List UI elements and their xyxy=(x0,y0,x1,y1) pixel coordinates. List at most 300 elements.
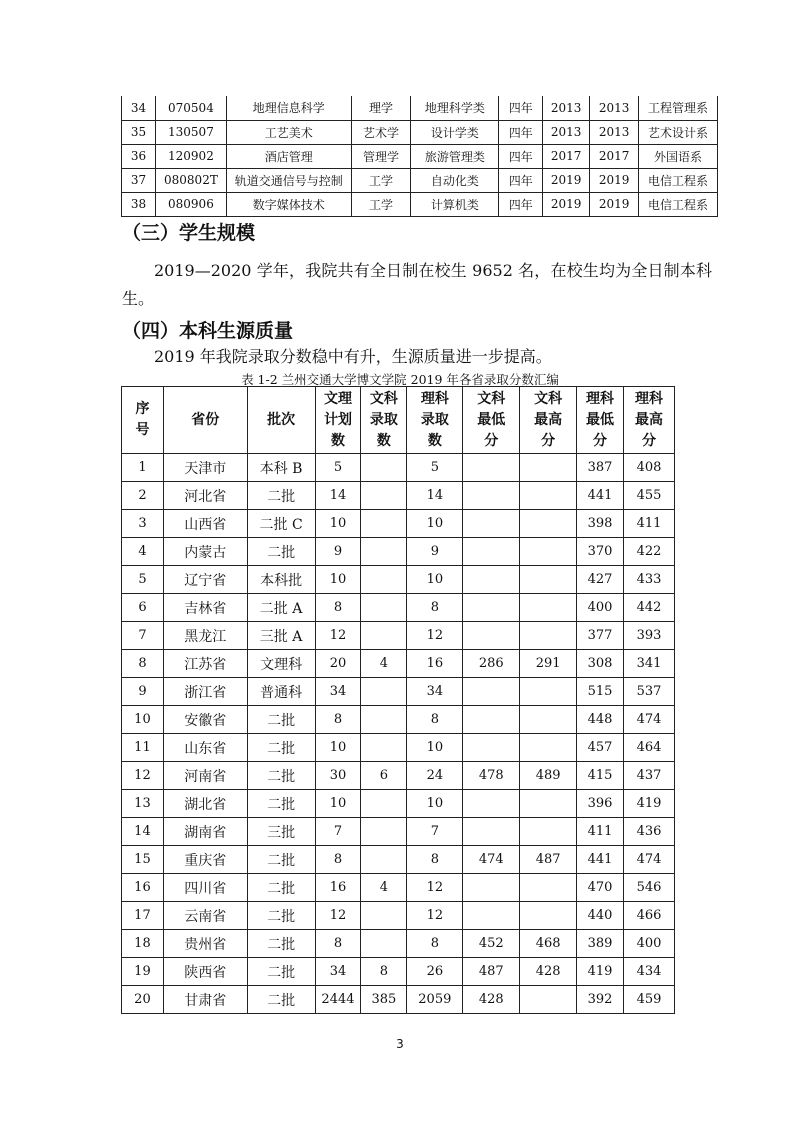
table-cell: 7 xyxy=(407,818,463,846)
table-cell: 10 xyxy=(315,790,361,818)
table-caption: 表 1-2 兰州交通大学博文学院 2019 年各省录取分数汇编 xyxy=(241,372,559,387)
table-cell: 457 xyxy=(577,734,624,762)
column-header xyxy=(520,387,577,454)
table-cell xyxy=(463,594,520,622)
table-cell: 5 xyxy=(315,454,361,482)
table-cell: 433 xyxy=(624,566,675,594)
table-cell xyxy=(463,454,520,482)
table-cell: 14 xyxy=(122,818,164,846)
table-cell: 旅游管理类 xyxy=(411,144,499,168)
table-cell: 400 xyxy=(577,594,624,622)
table-cell: 2019 xyxy=(590,192,639,216)
table-cell: 工艺美术 xyxy=(226,120,351,144)
table-cell xyxy=(361,706,407,734)
column-header-line: 省份 xyxy=(191,411,220,428)
table-cell: 辽宁省 xyxy=(163,566,247,594)
column-header-line: 文理 xyxy=(323,390,352,407)
column-header-line: 分 xyxy=(484,432,499,449)
table-cell xyxy=(361,566,407,594)
table-cell: 贵州省 xyxy=(163,930,247,958)
table-row xyxy=(122,482,675,510)
table-cell: 二批 xyxy=(247,846,315,874)
table-cell: 070504 xyxy=(155,96,226,120)
table-cell: 130507 xyxy=(155,120,226,144)
table-cell: 2019 xyxy=(590,168,639,192)
table-cell: 安徽省 xyxy=(163,706,247,734)
table-row xyxy=(122,510,675,538)
table-cell xyxy=(463,482,520,510)
table-cell: 308 xyxy=(577,650,624,678)
table-cell: 四年 xyxy=(499,120,543,144)
table-cell: 34 xyxy=(407,678,463,706)
table-cell: 二批 xyxy=(247,902,315,930)
table-cell: 12 xyxy=(315,902,361,930)
table-cell: 459 xyxy=(624,986,675,1014)
table-cell: 515 xyxy=(577,678,624,706)
table-row xyxy=(122,454,675,482)
table-cell: 30 xyxy=(315,762,361,790)
table-cell: 448 xyxy=(577,706,624,734)
table-cell: 8 xyxy=(315,594,361,622)
majors-table-body xyxy=(122,96,718,216)
table-cell: 452 xyxy=(463,930,520,958)
table-cell xyxy=(520,902,577,930)
table-cell: 440 xyxy=(577,902,624,930)
table-cell xyxy=(463,538,520,566)
table-cell: 408 xyxy=(624,454,675,482)
table-cell: 天津市 xyxy=(163,454,247,482)
table-cell xyxy=(361,678,407,706)
table-cell: 四年 xyxy=(499,144,543,168)
table-cell: 二批 xyxy=(247,790,315,818)
table-cell: 2013 xyxy=(543,96,590,120)
table-cell: 474 xyxy=(624,706,675,734)
column-header-line: 数 xyxy=(376,432,391,449)
table-cell: 474 xyxy=(463,846,520,874)
table-cell: 34 xyxy=(315,678,361,706)
table-cell: 17 xyxy=(122,902,164,930)
table-cell: 415 xyxy=(577,762,624,790)
table-cell: 二批 C xyxy=(247,510,315,538)
table-cell: 地理信息科学 xyxy=(226,96,351,120)
table-cell: 地理科学类 xyxy=(411,96,499,120)
table-cell: 8 xyxy=(315,930,361,958)
table-cell: 甘肃省 xyxy=(163,986,247,1014)
table-cell xyxy=(520,678,577,706)
table-cell: 陕西省 xyxy=(163,958,247,986)
table-cell: 普通科 xyxy=(247,678,315,706)
table-cell: 36 xyxy=(122,144,156,168)
table-cell: 387 xyxy=(577,454,624,482)
table-cell: 轨道交通信号与控制 xyxy=(226,168,351,192)
column-header-line: 号 xyxy=(135,422,150,438)
table-cell: 三批 A xyxy=(247,622,315,650)
table-cell xyxy=(361,930,407,958)
table-cell xyxy=(361,510,407,538)
table-cell: 9 xyxy=(407,538,463,566)
table-cell: 管理学 xyxy=(351,144,411,168)
table-cell: 设计学类 xyxy=(411,120,499,144)
table-cell: 427 xyxy=(577,566,624,594)
table-cell: 10 xyxy=(407,790,463,818)
table-cell: 二批 xyxy=(247,706,315,734)
table-cell: 8 xyxy=(407,930,463,958)
table-cell xyxy=(520,566,577,594)
table-cell: 34 xyxy=(122,96,156,120)
table-cell: 4 xyxy=(361,874,407,902)
table-cell xyxy=(361,454,407,482)
table-cell: 466 xyxy=(624,902,675,930)
table-cell: 428 xyxy=(520,958,577,986)
table-cell: 内蒙古 xyxy=(163,538,247,566)
table-cell: 山西省 xyxy=(163,510,247,538)
table-cell: 441 xyxy=(577,846,624,874)
table-cell: 艺术学 xyxy=(351,120,411,144)
table-row xyxy=(122,538,675,566)
table-cell xyxy=(361,790,407,818)
table-cell: 二批 xyxy=(247,538,315,566)
table-cell: 546 xyxy=(624,874,675,902)
table-cell: 12 xyxy=(315,622,361,650)
table-cell xyxy=(520,986,577,1014)
table-cell xyxy=(463,622,520,650)
table-cell: 酒店管理 xyxy=(226,144,351,168)
table-cell: 080906 xyxy=(155,192,226,216)
table-cell: 14 xyxy=(407,482,463,510)
table-cell: 411 xyxy=(577,818,624,846)
table-cell: 10 xyxy=(315,734,361,762)
table-row xyxy=(122,762,675,790)
section-heading-student-scale: （三）学生规模 xyxy=(122,222,256,244)
table-cell xyxy=(463,790,520,818)
table-cell xyxy=(361,622,407,650)
table-cell: 16 xyxy=(315,874,361,902)
table-cell: 20 xyxy=(315,650,361,678)
table-cell: 341 xyxy=(624,650,675,678)
table-cell: 398 xyxy=(577,510,624,538)
column-header-line: 最高 xyxy=(635,411,663,428)
table-row xyxy=(122,650,675,678)
table-cell: 文理科 xyxy=(247,650,315,678)
table-cell: 478 xyxy=(463,762,520,790)
table-cell xyxy=(463,902,520,930)
student-scale-paragraph: 2019—2020 学年，我院共有全日制在校生 9652 名，在校生均为全日制本科生。 xyxy=(122,261,712,308)
table-cell: 二批 xyxy=(247,762,315,790)
table-cell: 12 xyxy=(407,622,463,650)
majors-table xyxy=(121,96,718,217)
column-header-line: 理科 xyxy=(586,390,615,407)
table-cell: 江苏省 xyxy=(163,650,247,678)
table-cell: 6 xyxy=(122,594,164,622)
section-heading-source-quality: （四）本科生源质量 xyxy=(122,320,294,342)
table-cell: 12 xyxy=(407,874,463,902)
table-cell: 二批 xyxy=(247,874,315,902)
table-cell: 5 xyxy=(407,454,463,482)
column-header-line: 序 xyxy=(135,401,150,417)
table-cell: 474 xyxy=(624,846,675,874)
table-cell: 工学 xyxy=(351,168,411,192)
table-cell: 二批 xyxy=(247,958,315,986)
table-cell: 392 xyxy=(577,986,624,1014)
table-cell: 本科批 xyxy=(247,566,315,594)
table-cell: 10 xyxy=(315,510,361,538)
table-cell: 10 xyxy=(315,566,361,594)
column-header-line: 分 xyxy=(593,432,608,449)
table-cell: 河南省 xyxy=(163,762,247,790)
table-cell: 377 xyxy=(577,622,624,650)
table-row xyxy=(122,678,675,706)
table-row xyxy=(122,818,675,846)
column-header xyxy=(315,387,361,454)
table-cell: 400 xyxy=(624,930,675,958)
column-header-line: 录取 xyxy=(420,411,449,428)
table-cell: 9 xyxy=(315,538,361,566)
table-cell: 艺术设计系 xyxy=(639,120,718,144)
table-cell xyxy=(520,790,577,818)
table-cell: 10 xyxy=(407,566,463,594)
table-cell xyxy=(361,594,407,622)
column-header-line: 文科 xyxy=(477,390,506,407)
column-header-line: 录取 xyxy=(369,411,398,428)
table-cell: 四年 xyxy=(499,168,543,192)
column-header xyxy=(163,387,247,454)
table-cell: 13 xyxy=(122,790,164,818)
table-row xyxy=(122,622,675,650)
table-cell: 外国语系 xyxy=(639,144,718,168)
table-cell: 二批 xyxy=(247,482,315,510)
table-cell: 6 xyxy=(361,762,407,790)
table-cell: 10 xyxy=(122,706,164,734)
table-cell: 2017 xyxy=(543,144,590,168)
table-cell: 34 xyxy=(315,958,361,986)
table-cell: 云南省 xyxy=(163,902,247,930)
table-cell xyxy=(463,734,520,762)
column-header xyxy=(122,387,164,454)
table-cell: 16 xyxy=(122,874,164,902)
column-header-line: 数 xyxy=(330,432,345,449)
table-cell: 计算机类 xyxy=(411,192,499,216)
column-header xyxy=(463,387,520,454)
column-header-line: 计划 xyxy=(323,411,352,428)
table-cell: 吉林省 xyxy=(163,594,247,622)
column-header xyxy=(407,387,463,454)
table-cell: 8 xyxy=(122,650,164,678)
table-cell: 4 xyxy=(361,650,407,678)
table-row xyxy=(122,96,718,120)
table-cell: 四川省 xyxy=(163,874,247,902)
table-cell: 470 xyxy=(577,874,624,902)
table-cell: 19 xyxy=(122,958,164,986)
table-cell xyxy=(520,818,577,846)
table-row xyxy=(122,566,675,594)
column-header xyxy=(624,387,675,454)
table-cell xyxy=(361,734,407,762)
table-cell: 396 xyxy=(577,790,624,818)
table-cell: 二批 xyxy=(247,734,315,762)
table-cell: 2017 xyxy=(590,144,639,168)
column-header-line: 最低 xyxy=(586,411,615,428)
table-row xyxy=(122,958,675,986)
table-cell: 7 xyxy=(315,818,361,846)
table-cell: 11 xyxy=(122,734,164,762)
table-row xyxy=(122,986,675,1014)
table-cell: 电信工程系 xyxy=(639,168,718,192)
table-cell: 291 xyxy=(520,650,577,678)
table-cell: 二批 xyxy=(247,986,315,1014)
table-cell: 080802T xyxy=(155,168,226,192)
column-header xyxy=(361,387,407,454)
table-cell: 411 xyxy=(624,510,675,538)
table-row xyxy=(122,594,675,622)
table-cell: 437 xyxy=(624,762,675,790)
table-cell xyxy=(361,482,407,510)
column-header-line: 最低 xyxy=(477,411,506,428)
table-cell xyxy=(463,706,520,734)
table-row xyxy=(122,790,675,818)
table-cell xyxy=(463,818,520,846)
scores-table-body xyxy=(122,454,675,1014)
table-cell: 理学 xyxy=(351,96,411,120)
table-cell: 2 xyxy=(122,482,164,510)
table-cell: 35 xyxy=(122,120,156,144)
table-cell: 436 xyxy=(624,818,675,846)
table-cell: 18 xyxy=(122,930,164,958)
page-number: 3 xyxy=(396,1037,404,1051)
table-cell xyxy=(361,902,407,930)
table-row xyxy=(122,120,718,144)
table-cell: 重庆省 xyxy=(163,846,247,874)
table-cell: 37 xyxy=(122,168,156,192)
table-cell: 2013 xyxy=(590,120,639,144)
table-cell: 120902 xyxy=(155,144,226,168)
table-cell: 385 xyxy=(361,986,407,1014)
table-cell: 2059 xyxy=(407,986,463,1014)
column-header-line: 文科 xyxy=(369,390,398,407)
table-cell: 419 xyxy=(624,790,675,818)
table-cell: 本科 B xyxy=(247,454,315,482)
table-cell xyxy=(520,706,577,734)
table-cell: 468 xyxy=(520,930,577,958)
table-cell: 10 xyxy=(407,734,463,762)
source-quality-paragraph: 2019 年我院录取分数稳中有升，生源质量进一步提高。 xyxy=(154,347,552,366)
table-cell xyxy=(520,538,577,566)
table-cell: 河北省 xyxy=(163,482,247,510)
table-cell: 26 xyxy=(407,958,463,986)
table-cell: 四年 xyxy=(499,192,543,216)
table-row xyxy=(122,846,675,874)
table-row xyxy=(122,874,675,902)
table-cell: 8 xyxy=(407,706,463,734)
table-cell: 487 xyxy=(463,958,520,986)
table-cell xyxy=(463,566,520,594)
table-cell: 442 xyxy=(624,594,675,622)
admission-scores-table xyxy=(121,386,675,1014)
table-cell: 浙江省 xyxy=(163,678,247,706)
table-cell: 489 xyxy=(520,762,577,790)
column-header-line: 文科 xyxy=(534,390,563,407)
column-header-line: 批次 xyxy=(267,411,296,428)
table-cell: 24 xyxy=(407,762,463,790)
table-cell: 14 xyxy=(315,482,361,510)
table-cell: 黑龙江 xyxy=(163,622,247,650)
table-cell: 2019 xyxy=(543,168,590,192)
table-cell: 湖北省 xyxy=(163,790,247,818)
table-cell: 8 xyxy=(361,958,407,986)
table-row xyxy=(122,706,675,734)
column-header-line: 数 xyxy=(427,432,442,449)
table-cell: 7 xyxy=(122,622,164,650)
table-cell: 419 xyxy=(577,958,624,986)
table-cell xyxy=(520,454,577,482)
table-cell: 441 xyxy=(577,482,624,510)
table-cell: 10 xyxy=(407,510,463,538)
column-header xyxy=(247,387,315,454)
table-cell: 5 xyxy=(122,566,164,594)
table-cell xyxy=(520,510,577,538)
table-cell: 工学 xyxy=(351,192,411,216)
table-row xyxy=(122,192,718,216)
table-cell xyxy=(463,510,520,538)
table-cell xyxy=(520,482,577,510)
table-cell: 8 xyxy=(407,846,463,874)
table-cell: 428 xyxy=(463,986,520,1014)
table-cell: 4 xyxy=(122,538,164,566)
table-cell: 370 xyxy=(577,538,624,566)
table-cell: 自动化类 xyxy=(411,168,499,192)
table-cell xyxy=(520,734,577,762)
table-cell: 1 xyxy=(122,454,164,482)
table-cell: 2444 xyxy=(315,986,361,1014)
table-cell: 537 xyxy=(624,678,675,706)
column-header-line: 分 xyxy=(541,432,556,449)
table-cell: 389 xyxy=(577,930,624,958)
table-cell: 8 xyxy=(407,594,463,622)
table-cell: 9 xyxy=(122,678,164,706)
table-cell: 8 xyxy=(315,706,361,734)
table-cell: 电信工程系 xyxy=(639,192,718,216)
table-cell: 15 xyxy=(122,846,164,874)
table-cell: 464 xyxy=(624,734,675,762)
table-cell: 山东省 xyxy=(163,734,247,762)
table-cell: 二批 A xyxy=(247,594,315,622)
table-row xyxy=(122,144,718,168)
table-cell: 393 xyxy=(624,622,675,650)
table-row xyxy=(122,930,675,958)
table-cell: 二批 xyxy=(247,930,315,958)
table-cell: 数字媒体技术 xyxy=(226,192,351,216)
table-row xyxy=(122,902,675,930)
table-cell xyxy=(361,538,407,566)
table-cell: 三批 xyxy=(247,818,315,846)
column-header-line: 分 xyxy=(642,432,656,449)
table-cell xyxy=(361,818,407,846)
column-header-line: 最高 xyxy=(534,411,563,428)
table-cell: 湖南省 xyxy=(163,818,247,846)
column-header-line: 理科 xyxy=(420,390,449,407)
table-cell xyxy=(361,846,407,874)
table-cell xyxy=(520,874,577,902)
table-cell xyxy=(520,594,577,622)
table-cell: 487 xyxy=(520,846,577,874)
table-cell: 2013 xyxy=(590,96,639,120)
table-row xyxy=(122,168,718,192)
table-cell: 3 xyxy=(122,510,164,538)
table-cell: 16 xyxy=(407,650,463,678)
table-cell: 20 xyxy=(122,986,164,1014)
column-header-line: 理科 xyxy=(635,390,663,407)
scores-table-header-row xyxy=(122,387,675,454)
table-cell: 38 xyxy=(122,192,156,216)
